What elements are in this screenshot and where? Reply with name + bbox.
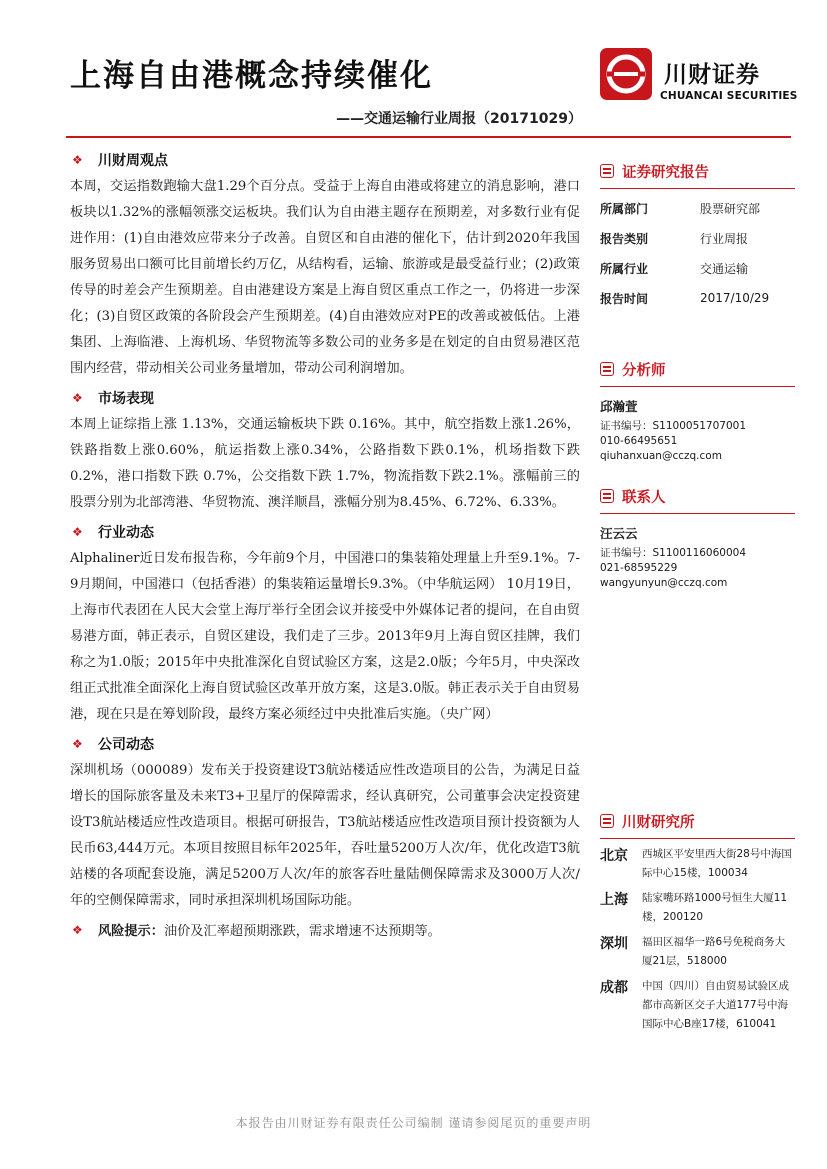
section-body: 本周上证综指上涨 1.13%，交通运输板块下跌 0.16%。其中，航空指数上涨1.26%，铁路指数上涨0.60%，航运指数上涨0.34%，公路指数下跌0.1%，机场指数下跌 0.2%，港口指数下跌 0.7%，公交指数下跌 1.7%，物流指数下跌2.1%。涨幅前三的股票分别为北部湾港、华贸物流、澳洋顺昌，涨幅分别为8.45%、6.72%、6.33%。 (70, 417, 580, 510)
office-item (600, 933, 795, 971)
contact-name: 汪云云 (600, 526, 638, 541)
contact-panel (600, 485, 795, 591)
section-heading (72, 150, 580, 170)
section-heading (72, 734, 580, 754)
office-address: 陆家嘴环路1000号恒生大厦11楼，200120 (642, 892, 788, 923)
institute-heading: 川财研究所 (600, 810, 795, 832)
contact-card (600, 524, 795, 591)
risk-text: 油价及汇率超预期涨跌，需求增速不达预期等。 (163, 924, 441, 939)
office-city: 成都 (600, 980, 628, 996)
info-row: 所属部门 股票研究部 (600, 201, 761, 216)
main-column (70, 150, 580, 939)
report-subtitle: ——交通运输行业周报（20171029） (336, 111, 582, 127)
office-city: 上海 (600, 892, 628, 908)
report-info-heading: 证券研究报告 (600, 160, 795, 182)
analyst-name: 邱瀚萱 (600, 399, 638, 414)
section-heading-text: 行业动态 (98, 525, 154, 541)
office-address: 福田区福华一路6号免税商务大厦21层，518000 (642, 936, 786, 967)
report-icon (600, 164, 614, 178)
info-row: 报告类别 行业周报 (600, 231, 749, 246)
office-city: 深圳 (600, 936, 628, 952)
brand-name-cn: 川财证券 (664, 62, 760, 88)
contact-phone: 021-68595229 (600, 562, 678, 574)
diamond-bullet-icon: ❖ (72, 922, 83, 937)
diamond-bullet-icon: ❖ (72, 737, 83, 751)
report-title: 上海自由港概念持续催化 (70, 58, 433, 94)
section-body: Alphaliner近日发布报告称，今年前9个月，中国港口的集装箱处理量上升至9.1%。7-9月期间，中国港口（包括香港）的集装箱运量增长9.3%。（中华航运网） 10月19日，上海市代表团在人民大会堂上海厅举行全团会议并接受中外媒体记者的提问，在自由贸易港方面，韩正表示，自贸区建设，我们走了三步。2013年9月上海自贸区挂牌，我们称之为1.0版；2015年中央批准深化自贸试验区方案，这是2.0版；今年5月，中央深改组正式批准全面深化上海自贸试验区改革开放方案，这是3.0版。韩正表示关于自由贸易港，现在只是在筹划阶段，最终方案必须经过中央批准后实施。（央广网） (70, 551, 580, 722)
analyst-phone: 010-66495651 (600, 435, 678, 447)
analyst-card (600, 397, 795, 464)
analyst-email[interactable]: qiuhanxuan@cczq.com (600, 450, 722, 462)
contact-cert: 证书编号：S1100116060004 (600, 547, 747, 559)
office-address: 西城区平安里西大街28号中海国际中心15楼，100034 (642, 848, 792, 879)
contact-heading: 联系人 (600, 485, 795, 507)
info-row: 报告时间 2017/10/29 (600, 291, 770, 306)
office-city: 北京 (600, 848, 628, 864)
brand-name-en: CHUANCAI SECURITIES (660, 90, 798, 102)
info-row: 所属行业 交通运输 (600, 261, 749, 276)
analyst-cert: 证书编号：S1100051707001 (600, 420, 747, 432)
section-heading-text: 公司动态 (98, 737, 154, 753)
analyst-panel (600, 358, 795, 464)
office-item (600, 845, 795, 883)
office-item (600, 977, 795, 1034)
diamond-bullet-icon: ❖ (72, 525, 83, 539)
section-heading (72, 522, 580, 542)
report-info-panel (600, 160, 795, 313)
contact-icon (600, 489, 614, 503)
risk-label: 风险提示： (98, 924, 164, 939)
office-item (600, 889, 795, 927)
diamond-bullet-icon: ❖ (72, 391, 83, 405)
section-heading-text: 川财周观点 (98, 153, 168, 169)
institute-icon (600, 814, 614, 828)
section-body: 深圳机场（000089）发布关于投资建设T3航站楼适应性改造项目的公告，为满足日益增长的国际旅客量及未来T3+卫星厅的保障需求，经认真研究，公司董事会决定投资建设T3航站楼适应性改造项目。根据可研报告，T3航站楼适应性改造项目预计投资额为人民币63,444万元。本项目按照目标年2025年，吞吐量5200万人次/年，优化改造T3航站楼的各项配套设施，满足5200万人次/年的旅客吞吐量陆侧保障需求及3000万人次/年的空侧保障需求，同时承担深圳机场国际功能。 (70, 763, 580, 908)
section-heading (72, 388, 580, 408)
diamond-bullet-icon: ❖ (72, 153, 83, 167)
section-body: 本周，交运指数跑输大盘1.29个百分点。受益于上海自由港或将建立的消息影响，港口板块以1.32%的涨幅领涨交运板块。我们认为自由港主题存在预期差，对多数行业有促进作用：(1)自由港效应带来分子改善。自贸区和自由港的催化下，估计到2020年我国服务贸易出口额可比目前增长约万亿，从结构看，运输、旅游或是最受益行业；(2)政策传导的时差会产生预期差。自由港建设方案是上海自贸区重点工作之一，仍将进一步深化；(3)自贸区政策的各阶段会产生预期差。(4)自由港效应对PE的改善或被低估。上港集团、上海临港、上海机场、华贸物流等多数公司的业务多是在划定的自由贸易港区范围内经营，带动相关公司业务量增加，带动公司利润增加。 (70, 179, 580, 376)
institute-panel (600, 810, 795, 1034)
footer-disclaimer: 本报告由川财证券有限责任公司编制 谨请参阅尾页的重要声明 (235, 1116, 592, 1130)
office-address: 中国（四川）自由贸易试验区成都市高新区交子大道177号中海国际中心B座17楼，610041 (642, 980, 789, 1030)
chuancai-logo-icon (600, 48, 652, 100)
analyst-heading: 分析师 (600, 358, 795, 380)
header-divider (66, 136, 791, 138)
analyst-icon (600, 362, 614, 376)
contact-email[interactable]: wangyunyun@cczq.com (600, 577, 728, 589)
risk-warning (72, 920, 580, 939)
section-heading-text: 市场表现 (98, 391, 154, 407)
